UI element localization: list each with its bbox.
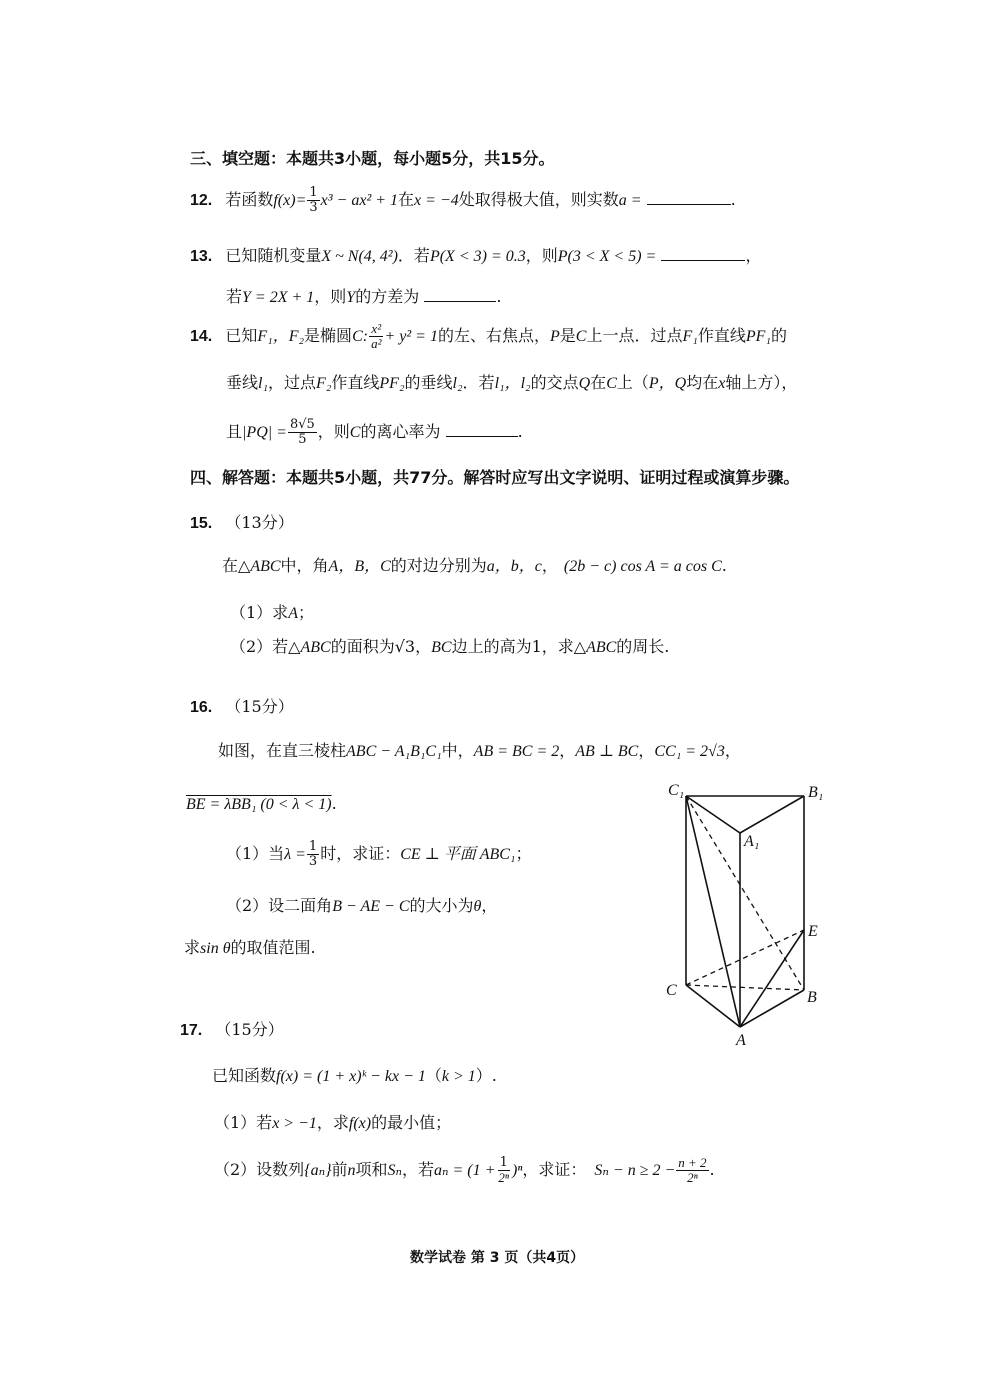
question-number: 16. [190,699,213,716]
q12-text: 在 [398,190,415,209]
q16-claim: CE ⊥ 平面 ABC₁ [400,846,516,863]
q12-expression: x³ − ax² + 1 [320,192,399,209]
question-13 [190,243,761,266]
q15-triangle: ABC [300,639,331,656]
q14-points: P，Q [648,375,687,392]
q15-end: . [721,556,727,575]
fraction-numerator: 1 [309,185,318,200]
q14-lines: l₁，l₂ [494,375,531,392]
q14-text: 作直线 [697,326,746,345]
q16-theta: θ [473,898,482,915]
section-four-heading: 四、解答题：本题共5小题，共77分。解答时应写出文字说明、证明过程或演算步骤。 [190,468,800,487]
q15-text: 在△ [222,556,251,575]
q17-function: f(x) = (1 + x)ᵏ − kx − 1 [276,1068,426,1085]
q13-ask: P(3 < X < 5) = [557,248,657,265]
q16-fraction [307,840,319,869]
question-14-line-2 [226,370,797,393]
q17-inequality: Sₙ − n ≥ 2 − [594,1162,676,1179]
question-12 [190,186,736,215]
q15-triangle: ABC [586,639,617,656]
edge-c1-a [686,796,740,1027]
edge-c-b-hidden [686,985,804,990]
question-15-header [190,510,294,533]
q15-text: （2）若△ [230,637,301,656]
q16-condition: AB ⊥ BC [575,743,639,760]
edge-a-e [740,930,804,1027]
answer-blank [446,422,518,437]
q17-sequence: {aₙ} [304,1162,332,1179]
q17-text: ，求 [316,1113,349,1132]
q17-condition: x > −1 [272,1115,317,1132]
q13-distribution: X ~ N(4, 4²) [321,248,398,265]
q15-text: （1）求 [230,603,289,622]
label-a1: A₁ [744,833,760,850]
question-16-part-2 [226,893,497,916]
q17-text: ，若 [401,1160,434,1179]
q16-text: （2）设二面角 [226,896,333,915]
question-number: 15. [190,515,213,532]
q14-text: 的 [770,326,787,345]
fraction-numerator: x² [371,321,382,336]
q17-condition: k > 1 [441,1068,476,1085]
q14-text: ．若 [462,373,495,392]
q14-text: 均在 [686,373,719,392]
q13-expression: Y = 2X + 1 [242,289,315,306]
q16-text: 如图，在直三棱柱 [218,741,347,760]
edge-a1-b1 [740,796,804,833]
q16-condition: AB = BC = 2 [473,743,560,760]
q17-term: aₙ = (1 + [434,1162,496,1179]
question-14-line-3 [226,418,523,447]
fraction-numerator: 1 [499,1155,508,1170]
q16-end: . [331,794,337,813]
q16-text: 的大小为 [409,896,474,915]
q12-text: 处取得极大值，则实数 [458,190,619,209]
q15-equation: (2b − c) cos A = a cos C [563,558,722,575]
q17-text: （2）设数列 [214,1160,305,1179]
q16-dihedral: B − AE − C [332,898,410,915]
q13-probability: P(X < 3) = 0.3 [429,248,526,265]
q15-triangle: ABC [250,558,281,575]
q16-sine: sin θ [200,940,231,957]
q15-variable: A [288,605,298,622]
q14-text: 且 [226,422,243,441]
q15-text: 的面积为√3， [330,637,432,656]
q14-text: 轴上方）， [725,373,798,392]
fraction-denominator: 2ⁿ [687,1170,698,1185]
q14-line: PF₂ [379,375,405,392]
fraction-numerator: 8√5 [289,417,315,432]
question-14 [190,322,787,351]
question-17-stem [212,1063,497,1086]
fraction-denominator: 5 [298,432,307,447]
page-footer: 数学试卷 第 3 页（共4页） [410,1250,585,1266]
q14-point: P [549,328,560,345]
q14-text: ，则 [317,422,350,441]
label-e: E [808,923,818,940]
q17-text: （1）若 [214,1113,273,1132]
question-17-part-1 [214,1110,451,1133]
q14-text: 的交点 [530,373,579,392]
question-score: （15分） [215,1020,284,1039]
q16-text: 时，求证： [320,844,401,863]
question-13-line-2 [226,284,501,307]
q13-text: ，则 [314,287,347,306]
label-c1: C₁ [668,782,685,799]
q17-text: 前 [331,1160,348,1179]
q14-curve: C [349,424,361,441]
q14-distance: |PQ| = [242,424,287,441]
question-16-header [190,694,294,717]
question-15-stem [222,553,727,576]
q13-text: 若 [226,287,243,306]
q16-vector-condition: BE = λBB₁ (0 < λ < 1) [186,796,332,813]
q17-text: （ [425,1066,442,1085]
q17-fraction [496,1156,511,1185]
q17-text: ，求证： [522,1160,587,1179]
q15-side: BC [431,639,452,656]
q13-text: ，则 [525,246,558,265]
question-number: 13. [190,248,213,265]
q13-text: 已知随机变量 [225,246,322,265]
q17-fraction [676,1156,708,1185]
label-a: A [736,1032,746,1049]
q17-text: 的最小值； [371,1113,452,1132]
question-score: （13分） [225,513,294,532]
q14-text: 上（ [616,373,649,392]
answer-blank [661,246,745,261]
q14-point: Q [578,375,591,392]
q14-axis: x [718,375,726,392]
q14-text: 上一点．过点 [586,326,683,345]
q14-foci: F₁，F₂ [257,328,305,345]
question-number: 17. [180,1022,203,1039]
q12-condition: x = −4 [414,192,459,209]
q12-text: 若函数 [225,190,274,209]
q15-text: ， [541,556,558,575]
question-17-header [180,1017,284,1040]
q13-end: ， [745,246,762,265]
q16-condition: CC₁ = 2√3 [654,743,725,760]
q16-text: 的取值范围. [230,938,316,957]
q14-text: 的垂线 [404,373,453,392]
q13-end: . [496,287,502,306]
q16-prism: ABC − A₁B₁C₁ [346,743,442,760]
q15-angles: A，B，C [328,558,391,575]
q15-end: ； [297,603,314,622]
q14-line: l₂ [452,375,463,392]
q12-variable: a = [618,192,642,209]
q14-text: 的离心率为 [360,422,441,441]
section-three-heading: 三、填空题：本题共3小题，每小题5分，共15分。 [190,149,555,168]
q16-text: ， [559,741,576,760]
question-16-vector [186,794,337,814]
q16-lambda: λ = [284,846,306,863]
q15-text: 中，角 [280,556,329,575]
q14-text: 已知 [225,326,258,345]
q17-term-end: )ⁿ [512,1162,523,1179]
q17-text: 项和 [355,1160,388,1179]
question-score: （15分） [225,697,294,716]
q15-text: 边上的高为1，求△ [451,637,587,656]
q14-curve: C [606,375,617,392]
q17-end: . [709,1160,715,1179]
q16-text: 求 [184,938,201,957]
q14-line: l₁ [258,375,269,392]
q13-text: 的方差为 [355,287,420,306]
fraction-denominator: 3 [308,854,318,869]
q15-text: 的对边分别为 [390,556,487,575]
q14-text: 的左、右焦点， [437,326,550,345]
q14-fraction [369,322,383,351]
q14-text: 是 [559,326,576,345]
fraction-denominator: 3 [309,200,318,215]
q16-end: ， [481,896,498,915]
q14-text: 作直线 [331,373,380,392]
question-15-part-1 [230,600,314,623]
q17-n: n [347,1162,356,1179]
question-15-part-2 [230,634,669,657]
q17-sum: Sₙ [387,1162,402,1179]
question-number: 14. [190,328,213,345]
edge-c1-b-hidden [686,796,804,990]
q14-text: 是椭圆 [304,326,353,345]
fraction-denominator: 2ⁿ [498,1170,510,1185]
q13-text: ．若 [397,246,430,265]
answer-blank [424,287,496,302]
q16-text: ， [638,741,655,760]
q17-text: ）. [475,1066,497,1085]
q14-end: . [517,422,523,441]
q14-text: 垂线 [226,373,259,392]
label-b: B [807,989,817,1006]
q16-text: ， [724,741,741,760]
question-16-part-1 [226,840,532,869]
q12-fraction [307,186,319,215]
q16-end: ； [515,844,532,863]
q14-equation: + y² = 1 [384,328,438,345]
q14-line: PF₁ [745,328,771,345]
q14-focus: F₁ [682,328,698,345]
q12-func: f(x)= [273,192,307,209]
q14-text: 在 [590,373,607,392]
q13-variable: Y [346,289,356,306]
question-16-stem [218,738,741,761]
q15-text: 的周长. [616,637,670,656]
prism-figure [650,770,840,1060]
question-16-part-2-cont [184,935,316,958]
edge-a-b [740,990,804,1027]
q14-text: ，过点 [268,373,317,392]
q14-focus: F₂ [316,375,332,392]
question-17-part-2 [214,1156,715,1185]
q15-sides: a，b，c [486,558,542,575]
fraction-numerator: 1 [308,839,318,854]
q14-fraction [288,418,317,447]
q16-text: （1）当 [226,844,285,863]
q16-text: 中， [441,741,474,760]
answer-blank [647,190,731,205]
fraction-denominator: a² [371,336,382,351]
q17-text: 已知函数 [212,1066,277,1085]
question-number: 12. [190,192,213,209]
q14-curve: C [575,328,587,345]
label-b1: B₁ [808,784,824,801]
q17-function: f(x) [348,1115,372,1132]
fraction-numerator: n + 2 [678,1155,707,1170]
label-c: C [666,982,677,999]
q14-ellipse-label: C: [352,328,369,345]
q12-end: . [730,190,736,209]
